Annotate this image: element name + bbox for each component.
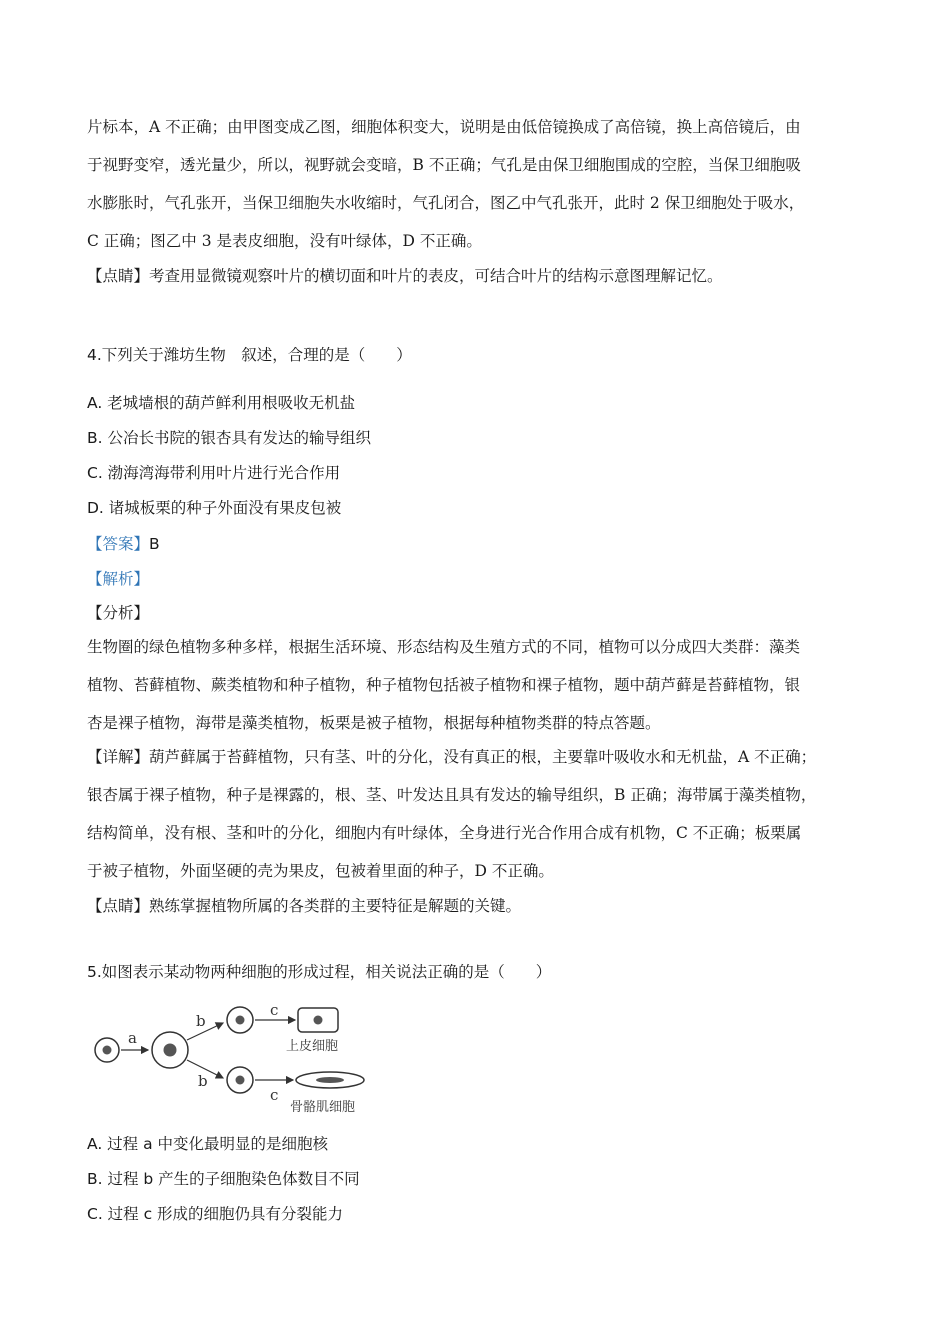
fenxi-line-2: 植物、苔藓植物、蕨类植物和种子植物，种子植物包括被子植物和裸子植物，题中葫芦藓是苔藓植物，银 (87, 676, 801, 694)
q5-stem: 5.如图表示某动物两种细胞的形成过程，相关说法正确的是（ ） (87, 963, 552, 981)
q4-answer (87, 533, 160, 555)
label-epithelial-cell: 上皮细胞 (286, 1039, 339, 1054)
analysis-tag: 【解析】 (87, 570, 150, 588)
fenxi-tag: 【分析】 (87, 604, 150, 622)
prev-answer-line-3: 水膨胀时，气孔张开，当保卫细胞失水收缩时，气孔闭合，图乙中气孔张开，此时 2 保卫细胞处于吸水， (87, 194, 805, 212)
prev-answer-comment: 【点睛】考查用显微镜观察叶片的横切面和叶片的表皮，可结合叶片的结构示意图理解记忆。 (87, 267, 723, 285)
grown-cell (152, 1032, 188, 1068)
q5-option-c: C. 过程 c 形成的细胞仍具有分裂能力 (87, 1205, 344, 1223)
label-b-bottom: b (198, 1072, 208, 1090)
label-b-top: b (196, 1012, 206, 1030)
epithelial-cell (298, 1008, 338, 1032)
q4-option-a: A. 老城墙根的葫芦鲜利用根吸收无机盐 (87, 394, 356, 412)
detail-line-3: 结构简单，没有根、茎和叶的分化，细胞内有叶绿体，全身进行光合作用合成有机物，C 不正确；板栗属 (87, 824, 802, 842)
q4-stem: 4.下列关于潍坊生物 叙述，合理的是（ ） (87, 346, 412, 364)
label-c-bottom: c (270, 1086, 279, 1104)
detail-line-2: 银杏属于裸子植物，种子是裸露的，根、茎、叶发达且具有发达的输导组织，B 正确；海带属于藻类植物， (87, 786, 817, 804)
start-cell (95, 1038, 119, 1062)
q4-option-c: C. 渤海湾海带利用叶片进行光合作用 (87, 464, 341, 482)
q5-option-b: B. 过程 b 产生的子细胞染色体数目不同 (87, 1170, 360, 1188)
skeletal-muscle-cell (296, 1072, 364, 1088)
cell-formation-diagram (90, 998, 380, 1116)
q4-option-d: D. 诸城板栗的种子外面没有果皮包被 (87, 499, 342, 517)
label-a: a (128, 1029, 137, 1047)
fenxi-line-3: 杏是裸子植物，海带是藻类植物，板栗是被子植物，根据每种植物类群的特点答题。 (87, 714, 661, 732)
label-c-top: c (270, 1001, 279, 1019)
daughter-cell-top (227, 1007, 253, 1033)
detail-line-1: 【详解】葫芦藓属于苔藓植物，只有茎、叶的分化，没有真正的根，主要靠叶吸收水和无机盐，A 不正确； (87, 748, 817, 766)
daughter-cell-bottom (227, 1067, 253, 1093)
q4-option-b: B. 公冶长书院的银杏具有发达的输导组织 (87, 429, 371, 447)
answer-value: B (149, 535, 160, 553)
prev-answer-line-4: C 正确；图乙中 3 是表皮细胞，没有叶绿体，D 不正确。 (87, 232, 482, 250)
fenxi-line-1: 生物圈的绿色植物多种多样，根据生活环境、形态结构及生殖方式的不同，植物可以分成四大类群：藻类 (87, 638, 801, 656)
answer-tag: 【答案】 (87, 535, 150, 553)
prev-answer-line-1: 片标本，A 不正确；由甲图变成乙图，细胞体积变大，说明是由低倍镜换成了高倍镜，换上高倍镜后，由 (87, 118, 801, 136)
q4-comment: 【点睛】熟练掌握植物所属的各类群的主要特征是解题的关键。 (87, 897, 522, 915)
q5-option-a: A. 过程 a 中变化最明显的是细胞核 (87, 1135, 329, 1153)
label-skeletal-muscle-cell: 骨骼肌细胞 (290, 1100, 356, 1115)
prev-answer-line-2: 于视野变窄，透光量少，所以，视野就会变暗，B 不正确；气孔是由保卫细胞围成的空腔，当保卫细胞吸 (87, 156, 801, 174)
detail-line-4: 于被子植物，外面坚硬的壳为果皮，包被着里面的种子，D 不正确。 (87, 862, 554, 880)
